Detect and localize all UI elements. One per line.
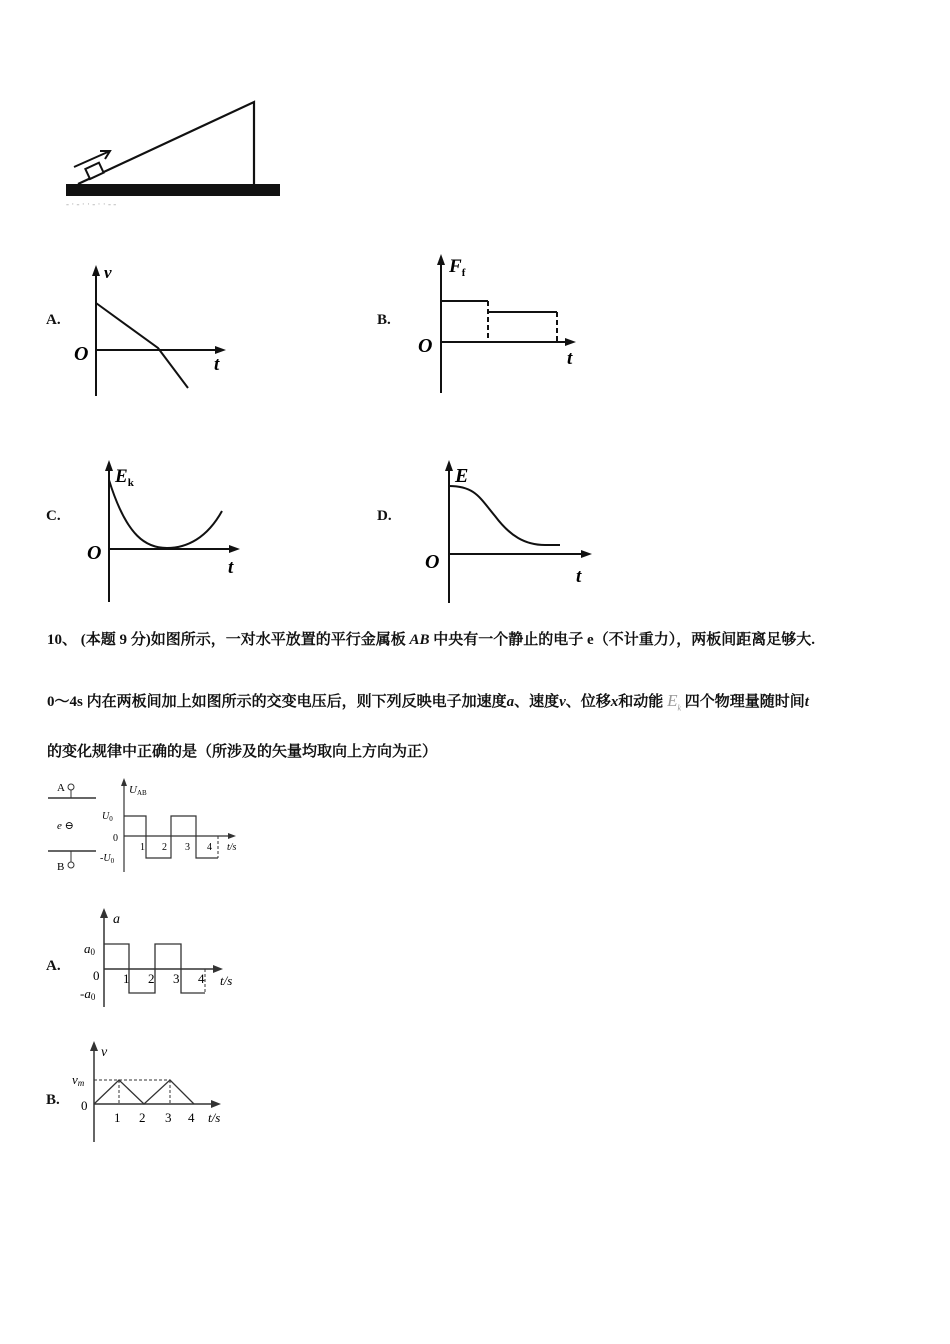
q10-graph-b <box>68 1038 238 1148</box>
svg-text:A: A <box>57 782 65 794</box>
y-axis-label: $F_f$ <box>449 256 466 279</box>
svg-text:3: 3 <box>185 842 190 853</box>
svg-text:-a0: -a0 <box>80 986 96 1002</box>
svg-text:B: B <box>57 861 65 873</box>
svg-text:4: 4 <box>188 1110 195 1125</box>
q9-option-c-label[interactable]: C. <box>46 508 61 524</box>
q10-line-1: 10、 (本题 9 分)如图所示，一对水平放置的平行金属板 AB 中央有一个静止的电子 e（不计重力），两板间距离足够大. <box>47 632 815 648</box>
svg-text:vm: vm <box>72 1072 85 1088</box>
q10-option-a-label[interactable]: A. <box>46 958 61 974</box>
block <box>85 163 103 179</box>
q9-graph-a <box>70 262 240 402</box>
q9-option-a-label[interactable]: A. <box>46 312 61 328</box>
svg-text:1: 1 <box>114 1110 121 1125</box>
voltage-graph <box>100 778 237 872</box>
svg-text:3: 3 <box>173 971 180 986</box>
velocity-triangle-wave <box>94 1080 194 1104</box>
svg-text:0: 0 <box>93 968 100 983</box>
q9-graph-c <box>82 456 252 606</box>
q10-line-3: 的变化规律中正确的是（所涉及的矢量均取向上方向为正） <box>47 744 438 760</box>
origin-label: O <box>425 551 440 573</box>
arrow-up-incline-icon <box>74 151 110 167</box>
y-axis-label: v <box>104 263 112 282</box>
ground <box>66 184 280 196</box>
svg-text:UAB: UAB <box>129 784 147 797</box>
origin-label: O <box>87 542 102 564</box>
svg-text:t/s: t/s <box>227 842 237 853</box>
y-axis-label: $E_k$ <box>115 466 134 489</box>
x-axis-label: t <box>567 348 573 369</box>
origin-label: O <box>418 335 433 357</box>
svg-text:0: 0 <box>113 833 118 844</box>
y-axis-label: E <box>455 465 469 487</box>
svg-text:t/s: t/s <box>220 973 233 988</box>
svg-text:v: v <box>101 1045 108 1060</box>
q10-graph-a <box>76 905 246 1010</box>
electron-label: e ⊖ <box>57 820 74 832</box>
q10-meta: (本题 9 分) <box>80 632 151 648</box>
q9-graph-d <box>420 456 605 606</box>
incline-figure <box>60 95 290 210</box>
q9-option-d-label[interactable]: D. <box>377 508 392 524</box>
origin-label: O <box>74 343 89 365</box>
svg-text:2: 2 <box>139 1110 146 1125</box>
x-axis-label: t <box>228 557 234 578</box>
x-axis-label: t <box>214 354 220 375</box>
svg-text:4: 4 <box>198 971 205 986</box>
svg-text:-U0: $-U_0$ <box>100 853 115 865</box>
ek-symbol: $E_k$ <box>667 691 682 713</box>
svg-text:3: 3 <box>165 1110 172 1125</box>
plates-diagram <box>48 782 96 873</box>
svg-text:U0: $U_0$ <box>102 811 113 823</box>
kinetic-energy-curve <box>109 480 222 548</box>
svg-text:a: a <box>113 912 120 927</box>
svg-text:4: 4 <box>207 842 212 853</box>
q10-option-b-label[interactable]: B. <box>46 1092 60 1108</box>
svg-text:t/s: t/s <box>208 1110 221 1125</box>
q10-line-2: 0～4s 内在两板间加上如图所示的交变电压后，则下列反映电子加速度a、速度v、位移x和动能 $E_k$ 四个物理量随时间t <box>47 691 809 713</box>
svg-text:0: 0 <box>81 1098 88 1113</box>
q9-graph-b <box>412 250 597 398</box>
svg-text:2: 2 <box>162 842 167 853</box>
velocity-line <box>96 303 188 388</box>
svg-text:a0: a0 <box>84 941 95 957</box>
x-axis-label: t <box>576 566 582 587</box>
incline-slope <box>78 102 254 184</box>
svg-text:1: 1 <box>140 842 145 853</box>
q10-setup-figure <box>44 776 249 876</box>
svg-text:- · - · · - · · - -: - · - · · - · · - - <box>66 199 117 209</box>
energy-curve <box>449 486 560 545</box>
q9-option-b-label[interactable]: B. <box>377 312 391 328</box>
svg-text:2: 2 <box>148 971 155 986</box>
q10-number: 10、 <box>47 632 78 648</box>
svg-text:1: 1 <box>123 971 130 986</box>
